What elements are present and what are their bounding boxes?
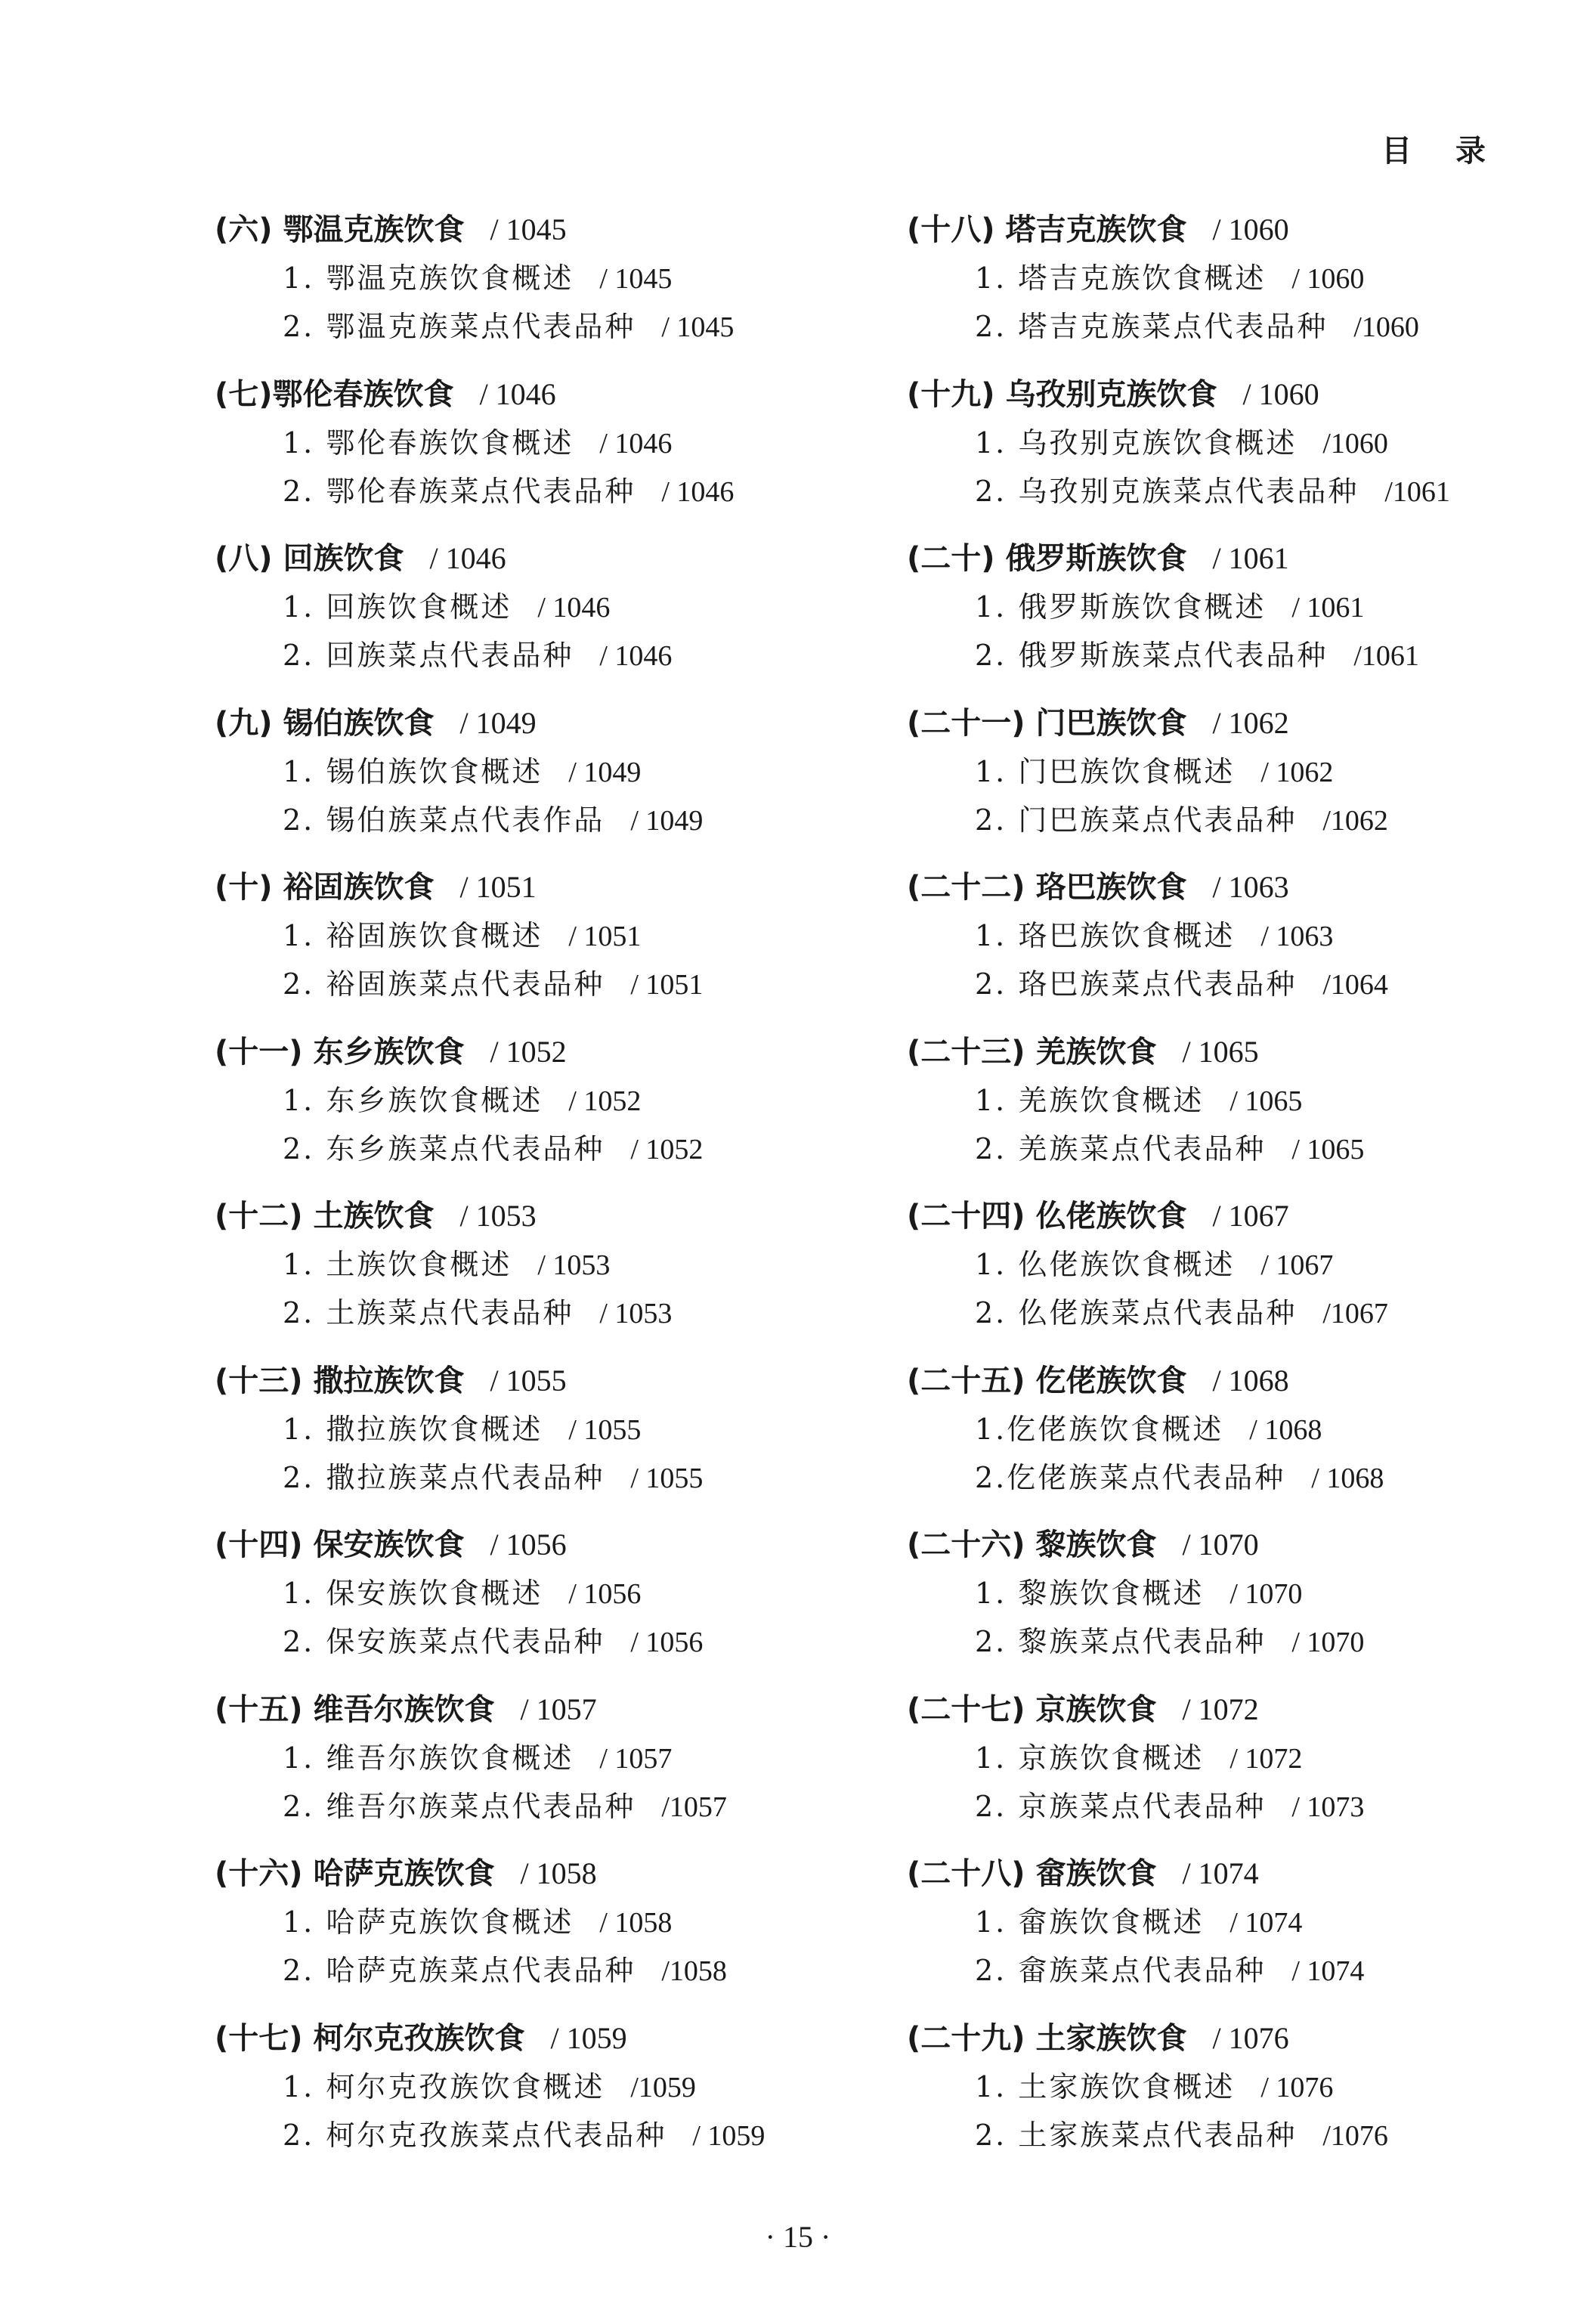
toc-section-title[interactable] [215, 2014, 865, 2063]
toc-entry-page: / 1070 [1291, 1627, 1365, 1658]
toc-entry-label: 2. 保安族菜点代表品种 [283, 1625, 605, 1658]
toc-section-label: (七)鄂伦春族饮食 [215, 376, 454, 412]
toc-section-title[interactable] [215, 699, 865, 748]
toc-section-label: (十六) 哈萨克族饮食 [215, 1856, 495, 1891]
page-header-title: 目 录 [1381, 134, 1502, 169]
toc-entry-page: /1062 [1322, 804, 1388, 837]
toc-entry-label: 1. 哈萨克族饮食概述 [283, 1905, 574, 1939]
toc-entry-page: / 1061 [1291, 592, 1365, 624]
toc-entry-page: / 1046 [537, 592, 611, 624]
toc-section [215, 1521, 865, 1685]
toc-entry-page: / 1049 [568, 756, 642, 788]
toc-entry-label: 2. 门巴族菜点代表品种 [975, 803, 1298, 837]
toc-entry-page: /1060 [1322, 427, 1388, 460]
toc-entry-page: / 1056 [568, 1578, 642, 1610]
toc-section-title[interactable] [215, 1850, 865, 1898]
toc-section [907, 1685, 1557, 1850]
toc-entry[interactable] [215, 912, 865, 960]
toc-section-label: (十三) 撒拉族饮食 [215, 1363, 465, 1398]
toc-section-label: (二十八) 畲族饮食 [907, 1856, 1157, 1891]
toc-entry-label: 1.仡佬族饮食概述 [975, 1412, 1224, 1446]
toc-entry-label: 1. 塔吉克族饮食概述 [975, 262, 1267, 295]
toc-section-page: / 1074 [1182, 1856, 1259, 1890]
toc-section-page: / 1057 [520, 1692, 597, 1726]
toc-section-label: (二十七) 京族饮食 [907, 1692, 1157, 1727]
toc-entry[interactable] [907, 631, 1557, 679]
toc-section-label: (十) 裕固族饮食 [215, 870, 435, 905]
toc-entry-page: / 1063 [1260, 921, 1334, 952]
toc-entry-label: 1. 鄂温克族饮食概述 [283, 262, 574, 295]
toc-entry[interactable] [907, 1782, 1557, 1831]
toc-entry-label: 2. 黎族菜点代表品种 [975, 1625, 1267, 1658]
toc-section [907, 1192, 1557, 1357]
toc-entry[interactable] [215, 1405, 865, 1453]
toc-entry-label: 2. 回族菜点代表品种 [283, 639, 574, 672]
toc-entry-label: 2. 仫佬族菜点代表品种 [975, 1296, 1298, 1329]
toc-entry-page: / 1062 [1260, 756, 1334, 788]
toc-entry[interactable] [215, 254, 865, 302]
toc-entry[interactable] [215, 2111, 865, 2159]
toc-entry-page: / 1045 [599, 263, 673, 295]
toc-section-label: (十五) 维吾尔族饮食 [215, 1692, 495, 1727]
toc-entry-page: / 1067 [1260, 1249, 1334, 1281]
toc-entry[interactable] [215, 1898, 865, 1946]
toc-section [215, 206, 865, 370]
toc-entry-label: 1. 柯尔克孜族饮食概述 [283, 2069, 605, 2103]
toc-section-page: / 1046 [479, 376, 556, 411]
toc-entry[interactable] [907, 1076, 1557, 1125]
toc-entry-page: / 1058 [599, 1907, 673, 1939]
toc-entry-page: / 1046 [599, 427, 673, 460]
toc-entry-page: / 1072 [1229, 1742, 1303, 1775]
toc-section-page: / 1046 [429, 541, 506, 575]
toc-entry-label: 1. 撒拉族饮食概述 [283, 1412, 543, 1446]
toc-entry-label: 2. 京族菜点代表品种 [975, 1789, 1267, 1823]
toc-section-label: (二十九) 土家族饮食 [907, 2020, 1187, 2056]
toc-left-column [215, 206, 865, 2178]
toc-section-title[interactable] [907, 2014, 1557, 2063]
toc-section-title[interactable] [215, 863, 865, 912]
toc-entry[interactable] [907, 1405, 1557, 1453]
toc-entry-label: 2. 乌孜别克族菜点代表品种 [975, 474, 1359, 508]
toc-section-page: / 1072 [1182, 1692, 1259, 1726]
toc-section-title[interactable] [215, 1357, 865, 1405]
toc-entry-label: 1. 珞巴族饮食概述 [975, 919, 1236, 952]
toc-section-label: (十四) 保安族饮食 [215, 1528, 465, 1562]
toc-section-label: (六) 鄂温克族饮食 [215, 212, 465, 247]
toc-section [215, 1850, 865, 2014]
toc-section [215, 1192, 865, 1357]
toc-entry[interactable] [215, 796, 865, 844]
toc-entry[interactable] [907, 1240, 1557, 1289]
toc-section [215, 699, 865, 864]
toc-section-title[interactable] [215, 206, 865, 254]
toc-section-page: / 1058 [520, 1856, 597, 1890]
toc-entry[interactable] [215, 748, 865, 796]
toc-entry[interactable] [907, 1617, 1557, 1666]
toc-entry[interactable] [907, 2111, 1557, 2159]
toc-entry-page: / 1065 [1229, 1085, 1303, 1117]
toc-entry[interactable] [215, 631, 865, 679]
toc-entry[interactable] [215, 467, 865, 515]
toc-section-page: / 1076 [1212, 2020, 1289, 2055]
toc-section-label: (二十五) 仡佬族饮食 [907, 1363, 1187, 1398]
toc-section [215, 370, 865, 535]
toc-entry[interactable] [215, 1289, 865, 1337]
toc-entry[interactable] [215, 2063, 865, 2111]
toc-section-title[interactable] [907, 206, 1557, 254]
toc-entry-page: /1058 [661, 1955, 727, 1987]
toc-entry[interactable] [215, 1240, 865, 1289]
toc-section-title[interactable] [215, 1192, 865, 1240]
toc-section [907, 1028, 1557, 1193]
toc-entry-page: / 1060 [1291, 263, 1365, 295]
toc-entry-label: 2. 塔吉克族菜点代表品种 [975, 310, 1328, 343]
toc-section-title[interactable] [907, 863, 1557, 912]
toc-entry-page: / 1056 [630, 1627, 704, 1658]
toc-section-page: / 1070 [1182, 1528, 1259, 1562]
toc-entry-label: 1. 裕固族饮食概述 [283, 919, 543, 952]
toc-section [215, 2014, 865, 2179]
toc-section-page: / 1060 [1212, 212, 1289, 246]
toc-section [907, 534, 1557, 699]
toc-section-page: / 1055 [490, 1363, 567, 1398]
toc-entry-label: 1. 回族饮食概述 [283, 590, 512, 624]
toc-entry-page: /1064 [1322, 969, 1388, 1001]
toc-section-title[interactable] [215, 534, 865, 583]
toc-entry[interactable] [215, 1946, 865, 1995]
toc-section-title[interactable] [907, 1850, 1557, 1898]
toc-entry-label: 2. 锡伯族菜点代表作品 [283, 803, 605, 837]
toc-entry-label: 2. 柯尔克孜族菜点代表品种 [283, 2118, 667, 2152]
toc-section-label: (九) 锡伯族饮食 [215, 705, 435, 741]
toc-entry-page: / 1051 [568, 921, 642, 952]
toc-entry-label: 2. 珞巴族菜点代表品种 [975, 967, 1298, 1001]
toc-entry-label: 2. 土族菜点代表品种 [283, 1296, 574, 1329]
toc-entry-label: 2. 东乡族菜点代表品种 [283, 1131, 605, 1165]
toc-entry[interactable] [907, 1453, 1557, 1502]
toc-entry[interactable] [215, 419, 865, 467]
toc-section-title[interactable] [215, 1028, 865, 1076]
toc-entry-page: / 1068 [1311, 1462, 1384, 1494]
toc-section-page: / 1065 [1182, 1034, 1259, 1069]
toc-section-page: / 1053 [459, 1199, 537, 1233]
toc-section [907, 370, 1557, 535]
toc-entry-page: / 1074 [1291, 1955, 1365, 1987]
toc-entry-page: / 1070 [1229, 1578, 1303, 1610]
toc-section-page: / 1059 [550, 2020, 627, 2055]
toc-section-page: / 1045 [490, 212, 567, 246]
toc-entry-label: 1. 羌族饮食概述 [975, 1083, 1205, 1117]
toc-section [907, 1521, 1557, 1685]
toc-entry-page: / 1046 [599, 640, 673, 672]
toc-section-label: (二十六) 黎族饮食 [907, 1528, 1157, 1562]
toc-entry-label: 1. 东乡族饮食概述 [283, 1083, 543, 1117]
toc-entry[interactable] [215, 1125, 865, 1173]
toc-entry-label: 1. 鄂伦春族饮食概述 [283, 426, 574, 460]
toc-section-title[interactable] [215, 370, 865, 419]
toc-section-title[interactable] [907, 1357, 1557, 1405]
toc-entry-page: / 1055 [568, 1413, 642, 1446]
toc-section-title[interactable] [907, 370, 1557, 419]
toc-entry-label: 1. 乌孜别克族饮食概述 [975, 426, 1298, 460]
toc-entry[interactable] [215, 583, 865, 631]
toc-entry-page: /1061 [1384, 475, 1450, 508]
toc-entry[interactable] [907, 1125, 1557, 1173]
toc-entry-page: /1059 [630, 2071, 696, 2103]
toc-section-page: / 1056 [490, 1528, 567, 1562]
toc-section [907, 1850, 1557, 2014]
toc-section-label: (二十二) 珞巴族饮食 [907, 870, 1187, 905]
toc-section-page: / 1051 [459, 870, 537, 904]
toc-entry-label: 2. 土家族菜点代表品种 [975, 2118, 1298, 2152]
toc-entry-label: 2. 维吾尔族菜点代表品种 [283, 1789, 636, 1823]
toc-section-page: / 1052 [490, 1034, 567, 1069]
toc-entry[interactable] [907, 796, 1557, 844]
toc-entry-label: 2. 鄂伦春族菜点代表品种 [283, 474, 636, 508]
toc-entry-label: 1. 锡伯族饮食概述 [283, 754, 543, 788]
toc-section [907, 2014, 1557, 2179]
toc-entry-page: / 1059 [692, 2119, 766, 2152]
toc-entry-label: 1. 保安族饮食概述 [283, 1577, 543, 1610]
toc-entry-label: 2. 畲族菜点代表品种 [975, 1954, 1267, 1987]
toc-entry-page: / 1046 [661, 475, 735, 508]
toc-entry[interactable] [907, 254, 1557, 302]
toc-section-label: (十一) 东乡族饮食 [215, 1034, 465, 1069]
toc-entry[interactable] [215, 1617, 865, 1666]
toc-entry[interactable] [907, 748, 1557, 796]
toc-section-title[interactable] [907, 1521, 1557, 1569]
toc-entry-label: 1. 土族饮食概述 [283, 1248, 512, 1281]
toc-entry[interactable] [907, 1569, 1557, 1617]
toc-entry-label: 2.仡佬族菜点代表品种 [975, 1460, 1286, 1494]
toc-entry-page: /1057 [661, 1791, 727, 1823]
toc-entry[interactable] [907, 1898, 1557, 1946]
toc-entry-label: 2. 裕固族菜点代表品种 [283, 967, 605, 1001]
toc-entry-page: / 1074 [1229, 1907, 1303, 1939]
toc-entry[interactable] [907, 912, 1557, 960]
toc-section [215, 1357, 865, 1521]
toc-section [907, 206, 1557, 370]
toc-section [215, 863, 865, 1028]
toc-section-page: / 1060 [1242, 376, 1319, 411]
toc-entry-label: 1. 门巴族饮食概述 [975, 754, 1236, 788]
toc-entry-page: /1067 [1322, 1298, 1388, 1329]
toc-section-label: (十八) 塔吉克族饮食 [907, 212, 1187, 247]
toc-entry-label: 2. 俄罗斯族菜点代表品种 [975, 639, 1328, 672]
toc-entry-page: / 1052 [568, 1085, 642, 1117]
toc-section-page: / 1063 [1212, 870, 1289, 904]
toc-entry[interactable] [215, 302, 865, 351]
toc-entry-page: / 1068 [1249, 1413, 1322, 1446]
toc-entry[interactable] [215, 1782, 865, 1831]
toc-entry-page: / 1055 [630, 1462, 704, 1494]
toc-section-page: / 1049 [459, 705, 537, 740]
toc-section-title[interactable] [907, 1192, 1557, 1240]
toc-entry-page: / 1053 [537, 1249, 611, 1281]
toc-entry[interactable] [215, 1569, 865, 1617]
toc-entry-label: 1. 土家族饮食概述 [975, 2069, 1236, 2103]
toc-entry-label: 2. 哈萨克族菜点代表品种 [283, 1954, 636, 1987]
toc-section-label: (十七) 柯尔克孜族饮食 [215, 2020, 525, 2056]
toc-entry[interactable] [215, 960, 865, 1008]
toc-entry-page: / 1051 [630, 969, 704, 1001]
toc-entry-page: / 1057 [599, 1742, 673, 1775]
toc-section [907, 699, 1557, 864]
toc-entry[interactable] [907, 302, 1557, 351]
toc-entry-page: / 1052 [630, 1133, 704, 1165]
toc-entry-label: 1. 畲族饮食概述 [975, 1905, 1205, 1939]
toc-entry-label: 1. 黎族饮食概述 [975, 1577, 1205, 1610]
toc-section [907, 863, 1557, 1028]
toc-section-page: / 1062 [1212, 705, 1289, 740]
toc-entry-label: 1. 京族饮食概述 [975, 1741, 1205, 1775]
toc-entry-label: 1. 维吾尔族饮食概述 [283, 1741, 574, 1775]
toc-section-label: (十九) 乌孜别克族饮食 [907, 376, 1217, 412]
toc-entry[interactable] [907, 1289, 1557, 1337]
toc-entry[interactable] [907, 1946, 1557, 1995]
toc-section-title[interactable] [215, 1685, 865, 1734]
toc-section-title[interactable] [907, 699, 1557, 748]
toc-section-label: (十二) 土族饮食 [215, 1199, 435, 1234]
toc-section [215, 1685, 865, 1850]
toc-entry-label: 2. 羌族菜点代表品种 [975, 1131, 1267, 1165]
toc-entry[interactable] [907, 467, 1557, 515]
toc-section-page: / 1061 [1212, 541, 1289, 575]
toc-entry[interactable] [907, 419, 1557, 467]
toc-entry-page: / 1065 [1291, 1133, 1365, 1165]
toc-entry-page: /1060 [1353, 311, 1419, 343]
toc-entry[interactable] [907, 1734, 1557, 1782]
toc-section-label: (二十三) 羌族饮食 [907, 1034, 1157, 1069]
toc-section-page: / 1068 [1212, 1363, 1289, 1398]
toc-entry-page: / 1076 [1260, 2071, 1334, 2103]
toc-section-title[interactable] [215, 1521, 865, 1569]
page-number: · 15 · [765, 2220, 831, 2254]
toc-section [215, 1028, 865, 1193]
toc-entry-label: 2. 撒拉族菜点代表品种 [283, 1460, 605, 1494]
toc-section-label: (八) 回族饮食 [215, 541, 404, 576]
toc-entry-page: / 1049 [630, 804, 704, 837]
toc-section-title[interactable] [907, 534, 1557, 583]
toc-entry[interactable] [907, 2063, 1557, 2111]
toc-entry-page: / 1053 [599, 1298, 673, 1329]
toc-section-page: / 1067 [1212, 1199, 1289, 1233]
toc-entry[interactable] [907, 960, 1557, 1008]
toc-entry-label: 2. 鄂温克族菜点代表品种 [283, 310, 636, 343]
toc-section-title[interactable] [907, 1685, 1557, 1734]
toc-section-label: (二十) 俄罗斯族饮食 [907, 541, 1187, 576]
toc-entry-page: / 1045 [661, 311, 735, 343]
toc-entry-page: /1076 [1322, 2119, 1388, 2152]
toc-section-label: (二十一) 门巴族饮食 [907, 705, 1187, 741]
toc-entry[interactable] [215, 1734, 865, 1782]
toc-entry[interactable] [215, 1453, 865, 1502]
toc-entry-page: / 1073 [1291, 1791, 1365, 1823]
toc-section [907, 1357, 1557, 1521]
toc-entry[interactable] [215, 1076, 865, 1125]
toc-section [215, 534, 865, 699]
toc-section-label: (二十四) 仫佬族饮食 [907, 1199, 1187, 1234]
toc-section-title[interactable] [907, 1028, 1557, 1076]
toc-entry-label: 1. 俄罗斯族饮食概述 [975, 590, 1267, 624]
toc-entry-label: 1. 仫佬族饮食概述 [975, 1248, 1236, 1281]
toc-entry-page: /1061 [1353, 640, 1419, 672]
toc-right-column [907, 206, 1557, 2178]
toc-entry[interactable] [907, 583, 1557, 631]
